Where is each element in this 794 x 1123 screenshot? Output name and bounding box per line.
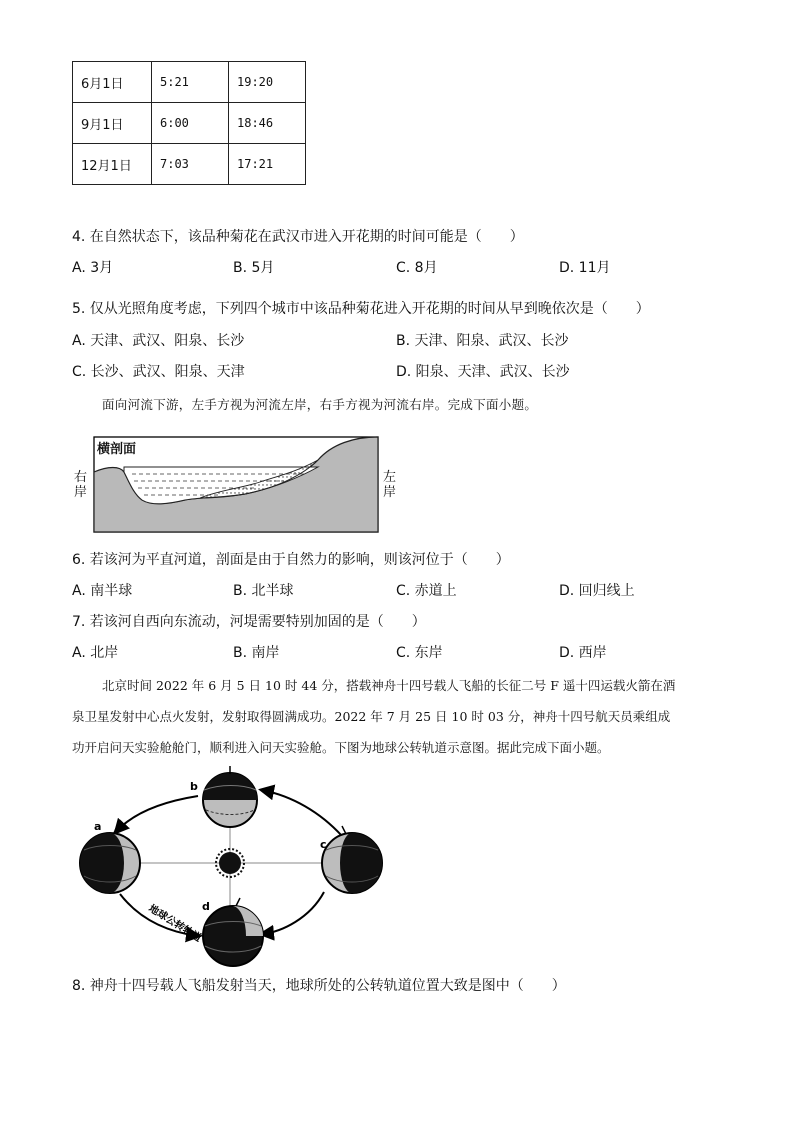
orbit-label: 地球公转轨道 [146,903,204,945]
sunrise-cell: 6:00 [152,103,229,144]
space-intro-line-2: 泉卫星发射中心点火发射，发射取得圆满成功。2022 年 7 月 25 日 10 时 03 分，神舟十四号航天员乘组成 [72,709,671,724]
label-b: b [190,780,198,793]
table-row [73,103,306,144]
sunset-cell: 17:21 [229,144,306,185]
q4-option-b[interactable]: B. 5月 [233,260,275,276]
question-7-stem: 7. 若该河自西向东流动，河堤需要特别加固的是（ ） [72,614,426,630]
date-cell: 6月1日 [73,62,152,103]
q5-option-b[interactable]: B. 天津、阳泉、武汉、长沙 [396,333,569,349]
q6-option-a[interactable]: A. 南半球 [72,583,133,599]
q7-option-a[interactable]: A. 北岸 [72,645,119,661]
q5-option-d[interactable]: D. 阳泉、天津、武汉、长沙 [396,364,570,380]
sunrise-cell: 7:03 [152,144,229,185]
question-8-stem: 8. 神舟十四号载人飞船发射当天，地球所处的公转轨道位置大致是图中（ ） [72,978,566,994]
right-bank-label: 右 岸 [74,470,88,500]
space-intro-line-3: 功开启问天实验舱舱门，顺利进入问天实验舱。下图为地球公转轨道示意图。据此完成下面小题。 [72,740,610,755]
left-bank-label: 左 岸 [383,470,397,500]
sunset-cell: 19:20 [229,62,306,103]
q5-option-c[interactable]: C. 长沙、武汉、阳泉、天津 [72,364,245,380]
river-intro-text: 面向河流下游，左手方视为河流左岸，右手方视为河流右岸。完成下面小题。 [102,397,538,412]
sun-icon [216,849,244,877]
sunrise-sunset-table [72,61,306,185]
date-cell: 12月1日 [73,144,152,185]
q7-option-b[interactable]: B. 南岸 [233,645,280,661]
space-intro-line-1: 北京时间 2022 年 6 月 5 日 10 时 44 分，搭载神舟十四号载人飞船的长征二号 F 遥十四运载火箭在酒 [102,678,676,693]
q5-option-a[interactable]: A. 天津、武汉、阳泉、长沙 [72,333,245,349]
date-cell: 9月1日 [73,103,152,144]
q6-option-d[interactable]: D. 回归线上 [559,583,635,599]
q4-option-a[interactable]: A. 3月 [72,260,114,276]
q6-option-b[interactable]: B. 北半球 [233,583,294,599]
sunset-cell: 18:46 [229,103,306,144]
figure-title: 横剖面 [97,442,137,457]
earth-b-icon [203,766,257,827]
question-4-stem: 4. 在自然状态下，该品种菊花在武汉市进入开花期的时间可能是（ ） [72,229,524,245]
q7-option-d[interactable]: D. 西岸 [559,645,607,661]
q4-option-c[interactable]: C. 8月 [396,260,438,276]
label-a: a [94,820,102,833]
q4-option-d[interactable]: D. 11月 [559,260,611,276]
label-c: c [320,838,327,851]
river-cross-section-figure [70,432,410,542]
table-row [73,144,306,185]
earth-orbit-figure [70,760,390,970]
earth-c-icon [322,826,382,893]
label-d: d [202,900,210,913]
question-5-stem: 5. 仅从光照角度考虑，下列四个城市中该品种菊花进入开花期的时间从早到晚依次是（ ） [72,301,650,317]
earth-orbit-svg [70,760,390,970]
table-row [73,62,306,103]
q6-option-c[interactable]: C. 赤道上 [396,583,457,599]
earth-d-icon [203,898,263,966]
q7-option-c[interactable]: C. 东岸 [396,645,443,661]
earth-a-icon [80,826,140,893]
sunrise-cell: 5:21 [152,62,229,103]
question-6-stem: 6. 若该河为平直河道，剖面是由于自然力的影响，则该河位于（ ） [72,552,510,568]
